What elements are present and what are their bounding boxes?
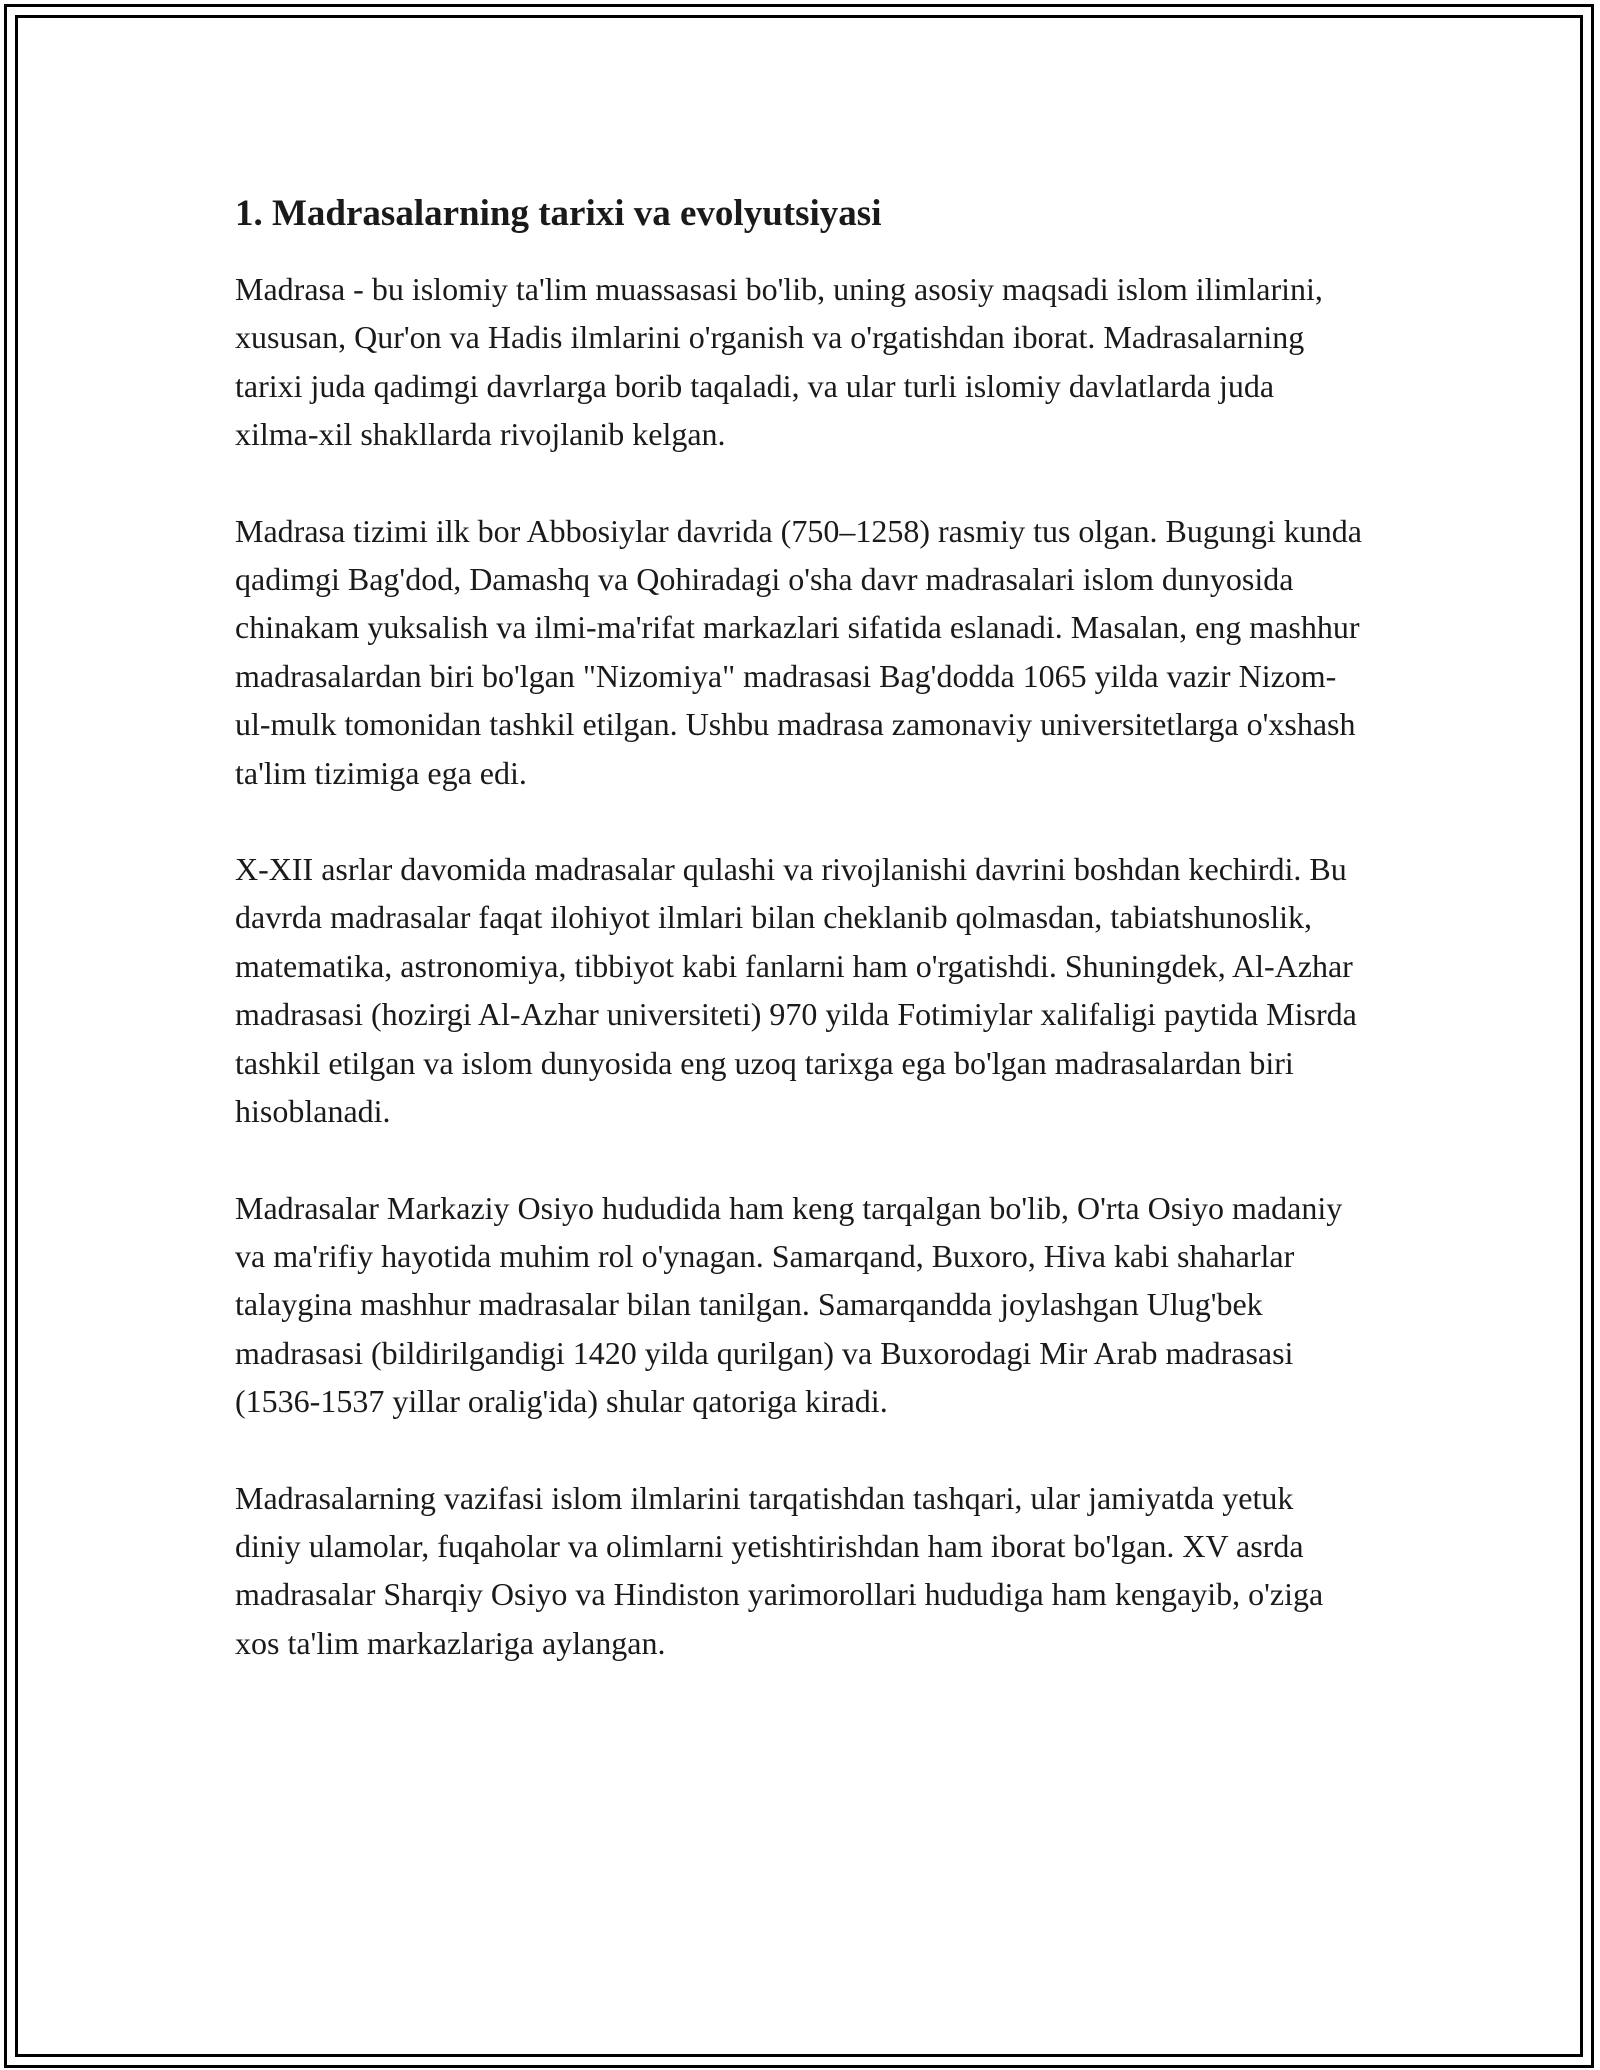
paragraph-5: Madrasalarning vazifasi islom ilmlarini tarqatishdan tashqari, ular jamiyatda yetuk diniy ulamolar, fuqaholar va olimlarni yetishtirishdan ham iborat bo'lgan. XV asrda madrasalar Sharqiy Osiyo va Hindiston yarimorollari hududiga ham kengayib, o'ziga xos ta'lim markazlariga aylangan.: [235, 1479, 1324, 1661]
paragraph-4: Madrasalar Markaziy Osiyo hududida ham keng tarqalgan bo'lib, O'rta Osiyo madaniy va ma'rifiy hayotida muhim rol o'ynagan. Samarqand, Buxoro, Hiva kabi shaharlar talaygina mashhur madrasalar bilan tanilgan. Samarqandda joylashgan Ulug'bek madrasasi (bildirilgandigi 1420 yilda qurilgan) va Buxorodagi Mir Arab madrasasi (1536-1537 yillar oralig'ida) shular qatoriga kiradi.: [235, 1189, 1343, 1420]
paragraph-3: X-XII asrlar davomida madrasalar qulashi va rivojlanishi davrini boshdan kechirdi. Bu davrda madrasalar faqat ilohiyot ilmlari bilan cheklanib qolmasdan, tabiatshunoslik, matematika, astronomiya, tibbiyot kabi fanlarni ham o'rgatishdi. Shuningdek, Al-Azhar madrasasi (hozirgi Al-Azhar universiteti) 970 yilda Fotimiylar xalifaligi paytida Misrda tashkil etilgan va islom dunyosida eng uzoq tarixga ega bo'lgan madrasalardan biri hisoblanadi.: [235, 851, 1357, 1130]
paragraph-1: Madrasa - bu islomiy ta'lim muassasasi bo'lib, uning asosiy maqsadi islom ilimlarini, xususan, Qur'on va Hadis ilmlarini o'rganish va o'rgatishdan iborat. Madrasalarning tarixi juda qadimgi davrlarga borib taqaladi, va ular turli islomiy davlatlarda juda xilma-xil shakllarda rivojlanib kelgan.: [235, 271, 1323, 453]
paragraph-2: Madrasa tizimi ilk bor Abbosiylar davrida (750–1258) rasmiy tus olgan. Bugungi kunda qadimgi Bag'dod, Damashq va Qohiradagi o'sha davr madrasalari islom dunyosida chinakam yuksalish va ilmi-ma'rifat markazlari sifatida eslanadi. Masalan, eng mashhur madrasalardan biri bo'lgan "Nizomiya" madrasasi Bag'dodda 1065 yilda vazir Nizom-ul-mulk tomonidan tashkil etilgan. Ushbu madrasa zamonaviy universitetlarga o'xshash ta'lim tizimiga ega edi.: [235, 512, 1362, 791]
section-heading: 1. Madrasalarning tarixi va evolyutsiyasi: [235, 193, 882, 234]
document-body: [235, 188, 1365, 1715]
